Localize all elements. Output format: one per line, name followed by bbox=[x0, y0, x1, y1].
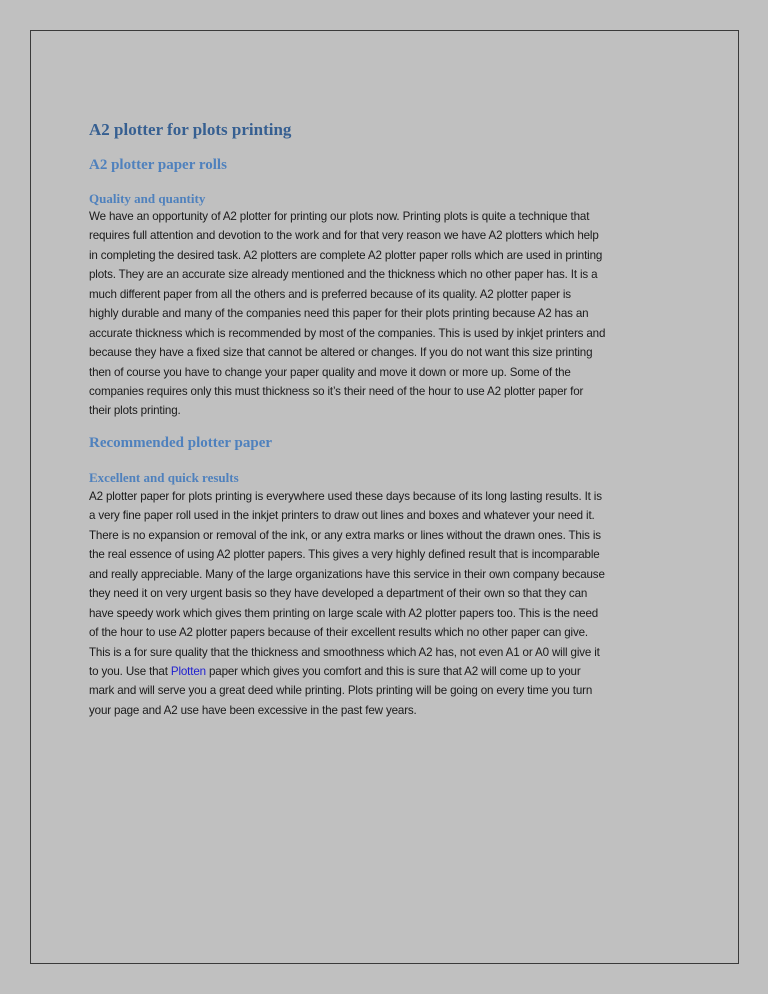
text-line: A2 plotter paper for plots printing is everywhere used these days because of its long lasting results. It is bbox=[89, 490, 602, 503]
text-line: We have an opportunity of A2 plotter for printing our plots now. Printing plots is quite a technique that bbox=[89, 210, 590, 223]
text-line: mark and will serve you a great deed while printing. Plots printing will be going on every time you turn bbox=[89, 684, 593, 698]
text-line: accurate thickness which is recommended by most of the companies. This is used by inkjet printers and bbox=[89, 326, 606, 340]
section-subheading: Excellent and quick results bbox=[89, 470, 239, 485]
text-line: This is a for sure quality that the thickness and smoothness which A2 has, not even A1 or A0 will give it bbox=[89, 645, 600, 659]
text-line: the real essence of using A2 plotter papers. This gives a very highly defined result that is incomparable bbox=[89, 548, 600, 562]
section-heading: Recommended plotter paper bbox=[89, 435, 273, 451]
text-line: plots. They are an accurate size already mentioned and the thickness which no other paper has. It is a bbox=[89, 268, 598, 282]
text-line: There is no expansion or removal of the ink, or any extra marks or lines without the drawn ones. This is bbox=[89, 528, 601, 542]
section-subheading: Quality and quantity bbox=[89, 191, 206, 206]
text-line: of the hour to use A2 plotter papers because of their excellent results which no other paper can give. bbox=[89, 626, 589, 640]
section-heading: A2 plotter paper rolls bbox=[89, 157, 227, 173]
text-line: a very fine paper roll used in the inkjet printers to draw out lines and boxes and whatever your need it. bbox=[89, 509, 595, 523]
paragraph bbox=[89, 487, 689, 720]
text-line: have speedy work which gives them printing on large scale with A2 plotter papers too. This is the need bbox=[89, 606, 599, 620]
text-line bbox=[89, 662, 689, 681]
text-segment: paper which gives you comfort and this is sure that A2 will come up to your bbox=[205, 664, 581, 678]
document-title: A2 plotter for plots printing bbox=[89, 120, 292, 139]
text-line: companies requires only this must thickness so it’s their need of the hour to use A2 plotter paper for bbox=[89, 384, 584, 398]
text-line: requires full attention and devotion to the work and for that very reason we have A2 plotters which help bbox=[89, 229, 599, 243]
text-line: then of course you have to change your paper quality and move it down or more up. Some of the bbox=[89, 365, 571, 379]
text-line: because they have a fixed size that cannot be altered or changes. If you do not want this size printing bbox=[89, 346, 593, 360]
text-line: highly durable and many of the companies need this paper for their plots printing because A2 has an bbox=[89, 307, 589, 321]
text-line: they need it on very urgent basis so they have developed a department of their own so that they can bbox=[89, 587, 588, 601]
text-line: much different paper from all the others and is preferred because of its quality. A2 plotter paper is bbox=[89, 287, 571, 301]
text-segment: to you. Use that bbox=[89, 664, 171, 678]
text-line: in completing the desired task. A2 plotters are complete A2 plotter paper rolls which are used in printing bbox=[89, 248, 603, 262]
text-line: and really appreciable. Many of the large organizations have this service in their own company because bbox=[89, 567, 605, 581]
text-line: their plots printing. bbox=[89, 404, 181, 418]
paragraph bbox=[89, 207, 689, 421]
text-line: your page and A2 use have been excessive in the past few years. bbox=[89, 703, 417, 717]
plotten-link[interactable]: Plotten bbox=[170, 664, 206, 678]
